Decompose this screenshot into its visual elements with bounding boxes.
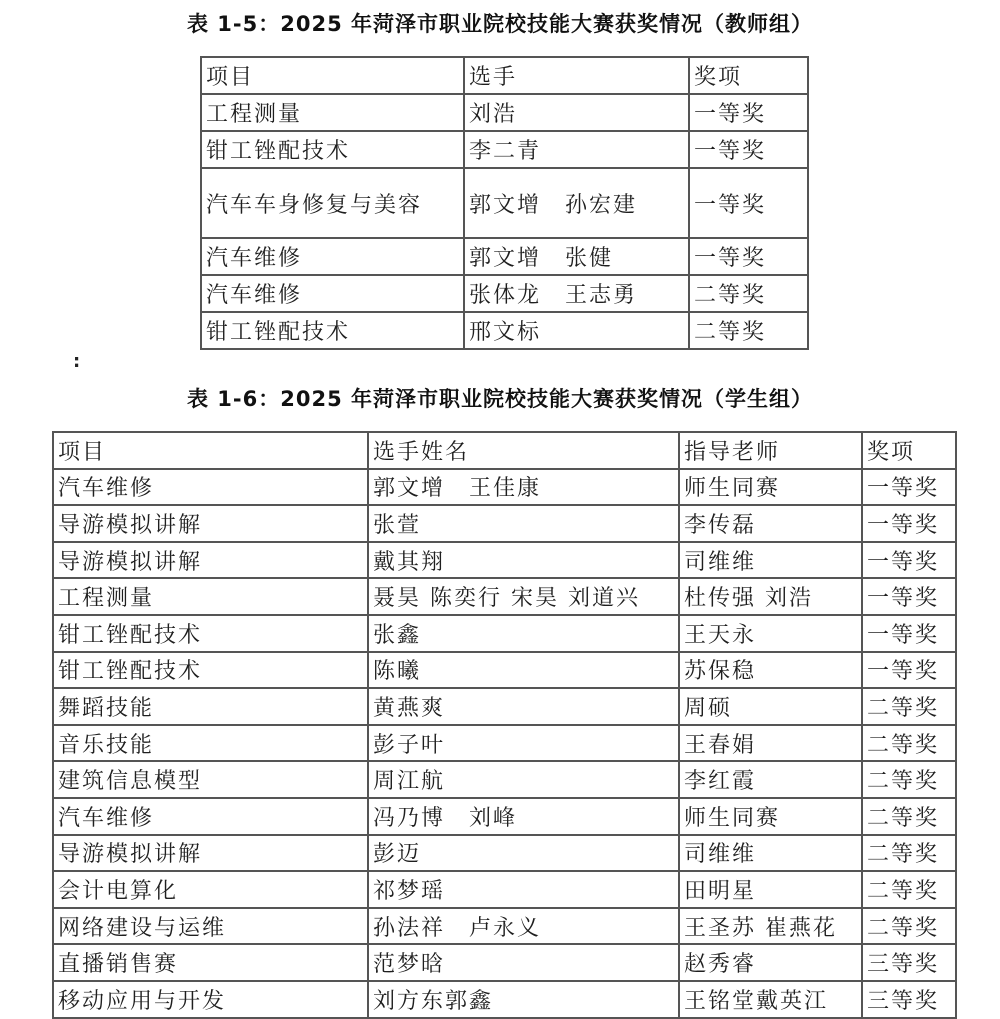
table-row (53, 615, 956, 652)
cell-award: 二等奖 (862, 835, 956, 872)
table-row (201, 275, 808, 312)
table-row (201, 131, 808, 168)
cell-players: 陈曦 (368, 652, 679, 689)
cell-project: 汽车维修 (53, 798, 368, 835)
cell-award: 一等奖 (862, 578, 956, 615)
cell-players: 彭迈 (368, 835, 679, 872)
student-award-table (52, 431, 957, 1019)
table-row (201, 94, 808, 131)
cell-project: 汽车维修 (201, 238, 464, 275)
cell-project: 音乐技能 (53, 725, 368, 762)
cell-players: 刘方东郭鑫 (368, 981, 679, 1018)
table-row (53, 652, 956, 689)
cell-player: 郭文增 孙宏建 (464, 168, 689, 238)
cell-player: 郭文增 张健 (464, 238, 689, 275)
cell-project: 直播销售赛 (53, 944, 368, 981)
cell-players: 聂昊 陈奕行 宋昊 刘道兴 (368, 578, 679, 615)
header-project: 项目 (53, 432, 368, 469)
table-row (53, 761, 956, 798)
table-row (53, 944, 956, 981)
table-row (201, 312, 808, 349)
cell-award: 一等奖 (689, 238, 808, 275)
header-player: 选手 (464, 57, 689, 94)
cell-project: 导游模拟讲解 (53, 505, 368, 542)
cell-project: 钳工锉配技术 (201, 312, 464, 349)
cell-player: 邢文标 (464, 312, 689, 349)
cell-teacher: 司维维 (679, 835, 862, 872)
cell-award: 一等奖 (689, 94, 808, 131)
table-header-row (53, 432, 956, 469)
cell-players: 黄燕爽 (368, 688, 679, 725)
table-caption-teacher: 表 1-5：2025 年菏泽市职业院校技能大赛获奖情况（教师组） (186, 12, 813, 36)
table-row (53, 725, 956, 762)
cell-award: 一等奖 (862, 615, 956, 652)
table-row (53, 469, 956, 506)
table-row (53, 688, 956, 725)
cell-teacher: 王铭堂戴英江 (679, 981, 862, 1018)
cell-project: 工程测量 (53, 578, 368, 615)
cell-project: 钳工锉配技术 (53, 615, 368, 652)
cell-players: 孙法祥 卢永义 (368, 908, 679, 945)
teacher-award-table (200, 56, 809, 350)
cell-players: 范梦晗 (368, 944, 679, 981)
cell-award: 一等奖 (862, 505, 956, 542)
cell-award: 一等奖 (862, 542, 956, 579)
cell-teacher: 苏保稳 (679, 652, 862, 689)
cell-project: 建筑信息模型 (53, 761, 368, 798)
cell-project: 汽车维修 (201, 275, 464, 312)
cell-project: 导游模拟讲解 (53, 542, 368, 579)
cell-teacher: 赵秀睿 (679, 944, 862, 981)
cell-teacher: 师生同赛 (679, 469, 862, 506)
cell-award: 一等奖 (689, 131, 808, 168)
cell-player: 刘浩 (464, 94, 689, 131)
cell-teacher: 周硕 (679, 688, 862, 725)
table-row (53, 908, 956, 945)
cell-award: 一等奖 (689, 168, 808, 238)
cell-award: 一等奖 (862, 469, 956, 506)
header-players: 选手姓名 (368, 432, 679, 469)
table-caption-student: 表 1-6：2025 年菏泽市职业院校技能大赛获奖情况（学生组） (186, 387, 813, 411)
table-row (53, 871, 956, 908)
cell-award: 二等奖 (862, 688, 956, 725)
cell-teacher: 司维维 (679, 542, 862, 579)
separator-mark: : (73, 351, 81, 372)
cell-teacher: 田明星 (679, 871, 862, 908)
cell-project: 移动应用与开发 (53, 981, 368, 1018)
table-row (53, 542, 956, 579)
cell-award: 二等奖 (862, 798, 956, 835)
cell-teacher: 王天永 (679, 615, 862, 652)
cell-players: 张萱 (368, 505, 679, 542)
cell-players: 戴其翔 (368, 542, 679, 579)
cell-project: 会计电算化 (53, 871, 368, 908)
cell-teacher: 李红霞 (679, 761, 862, 798)
cell-award: 三等奖 (862, 981, 956, 1018)
cell-players: 彭子叶 (368, 725, 679, 762)
cell-teacher: 师生同赛 (679, 798, 862, 835)
cell-project: 汽车维修 (53, 469, 368, 506)
cell-player: 张体龙 王志勇 (464, 275, 689, 312)
cell-player: 李二青 (464, 131, 689, 168)
cell-teacher: 杜传强 刘浩 (679, 578, 862, 615)
cell-project: 汽车车身修复与美容 (201, 168, 464, 238)
cell-project: 舞蹈技能 (53, 688, 368, 725)
cell-award: 二等奖 (862, 871, 956, 908)
cell-award: 一等奖 (862, 652, 956, 689)
header-award: 奖项 (689, 57, 808, 94)
cell-teacher: 王圣苏 崔燕花 (679, 908, 862, 945)
cell-players: 冯乃博 刘峰 (368, 798, 679, 835)
cell-project: 网络建设与运维 (53, 908, 368, 945)
table-row (53, 835, 956, 872)
cell-award: 二等奖 (689, 312, 808, 349)
cell-project: 导游模拟讲解 (53, 835, 368, 872)
table-row (53, 505, 956, 542)
header-project: 项目 (201, 57, 464, 94)
cell-project: 钳工锉配技术 (53, 652, 368, 689)
cell-players: 祁梦瑶 (368, 871, 679, 908)
table-row (53, 981, 956, 1018)
table-row (201, 238, 808, 275)
table-row (53, 798, 956, 835)
cell-players: 张鑫 (368, 615, 679, 652)
cell-award: 三等奖 (862, 944, 956, 981)
header-award: 奖项 (862, 432, 956, 469)
cell-project: 钳工锉配技术 (201, 131, 464, 168)
header-teacher: 指导老师 (679, 432, 862, 469)
cell-award: 二等奖 (862, 725, 956, 762)
cell-award: 二等奖 (689, 275, 808, 312)
cell-award: 二等奖 (862, 761, 956, 798)
cell-players: 周江航 (368, 761, 679, 798)
cell-teacher: 王春娟 (679, 725, 862, 762)
cell-award: 二等奖 (862, 908, 956, 945)
table-row (201, 168, 808, 238)
table-row (53, 578, 956, 615)
cell-project: 工程测量 (201, 94, 464, 131)
cell-teacher: 李传磊 (679, 505, 862, 542)
cell-players: 郭文增 王佳康 (368, 469, 679, 506)
table-header-row (201, 57, 808, 94)
